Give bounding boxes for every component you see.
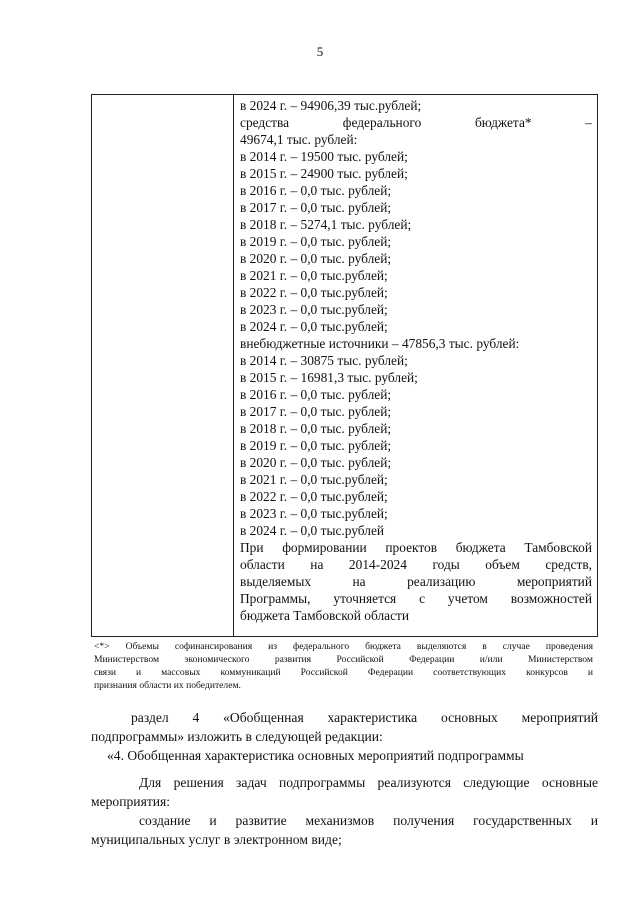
table-line: в 2020 г. – 0,0 тыс. рублей;: [240, 251, 392, 266]
page-number: 5: [316, 44, 324, 59]
table-line: в 2014 г. – 30875 тыс. рублей;: [240, 353, 408, 368]
table-line: в 2020 г. – 0,0 тыс. рублей;: [240, 455, 392, 470]
table-line: в 2014 г. – 19500 тыс. рублей;: [240, 149, 408, 164]
table-line: бюджета Тамбовской области: [240, 608, 410, 623]
body-line: подпрограммы» изложить в следующей редакции:: [91, 729, 383, 744]
table-line: области на 2014-2024 годы объем средств,: [240, 557, 592, 572]
table-line: выделяемых на реализацию мероприятий: [240, 574, 592, 589]
table-line: в 2023 г. – 0,0 тыс.рублей;: [240, 506, 388, 521]
table-line: При формировании проектов бюджета Тамбовской: [240, 540, 592, 555]
footnote-line: <*> Объемы софинансирования из федерального бюджета выделяются в случае проведения: [94, 641, 593, 652]
body-paragraph-measures: [91, 773, 598, 849]
funding-cell: [240, 97, 592, 624]
table-line: в 2017 г. – 0,0 тыс. рублей;: [240, 404, 392, 419]
body-line: Для решения задач подпрограммы реализуются следующие основные: [139, 775, 598, 790]
footnote: [94, 640, 593, 692]
table-line: в 2016 г. – 0,0 тыс. рублей;: [240, 387, 392, 402]
section-heading: «4. Обобщенная характеристика основных мероприятий подпрограммы: [107, 748, 524, 763]
table-line: в 2024 г. – 0,0 тыс.рублей: [240, 523, 385, 538]
table-line: в 2022 г. – 0,0 тыс.рублей;: [240, 489, 388, 504]
table-line: в 2021 г. – 0,0 тыс.рублей;: [240, 472, 388, 487]
table-line: в 2021 г. – 0,0 тыс.рублей;: [240, 268, 388, 283]
table-line: в 2017 г. – 0,0 тыс. рублей;: [240, 200, 392, 215]
table-line: в 2023 г. – 0,0 тыс.рублей;: [240, 302, 388, 317]
table-column-divider: [233, 94, 234, 637]
body-paragraph-section4: [91, 708, 598, 765]
body-line: создание и развитие механизмов получения государственных и: [139, 813, 598, 828]
table-line: в 2016 г. – 0,0 тыс. рублей;: [240, 183, 392, 198]
table-line: в 2024 г. – 94906,39 тыс.рублей;: [240, 98, 422, 113]
table-line: в 2015 г. – 24900 тыс. рублей;: [240, 166, 408, 181]
table-line: 49674,1 тыс. рублей:: [240, 132, 358, 147]
footnote-line: связи и массовых коммуникаций Российской Федерации соответствующих конкурсов и: [94, 667, 593, 678]
body-line: раздел 4 «Обобщенная характеристика основных мероприятий: [131, 710, 598, 725]
table-line: в 2024 г. – 0,0 тыс.рублей;: [240, 319, 388, 334]
table-line: внебюджетные источники – 47856,3 тыс. рублей:: [240, 336, 520, 351]
table-line: Программы, уточняется с учетом возможностей: [240, 591, 592, 606]
body-line: муниципальных услуг в электронном виде;: [91, 832, 342, 847]
table-line: в 2019 г. – 0,0 тыс. рублей;: [240, 438, 392, 453]
table-line: средства федерального бюджета* –: [240, 115, 592, 130]
footnote-line: признания области их победителем.: [94, 680, 241, 691]
table-line: в 2018 г. – 0,0 тыс. рублей;: [240, 421, 392, 436]
table-line: в 2015 г. – 16981,3 тыс. рублей;: [240, 370, 418, 385]
body-line: мероприятия:: [91, 794, 171, 809]
table-line: в 2018 г. – 5274,1 тыс. рублей;: [240, 217, 412, 232]
footnote-line: Министерством экономического развития Российской Федерации и/или Министерством: [94, 654, 593, 665]
table-line: в 2022 г. – 0,0 тыс.рублей;: [240, 285, 388, 300]
table-line: в 2019 г. – 0,0 тыс. рублей;: [240, 234, 392, 249]
